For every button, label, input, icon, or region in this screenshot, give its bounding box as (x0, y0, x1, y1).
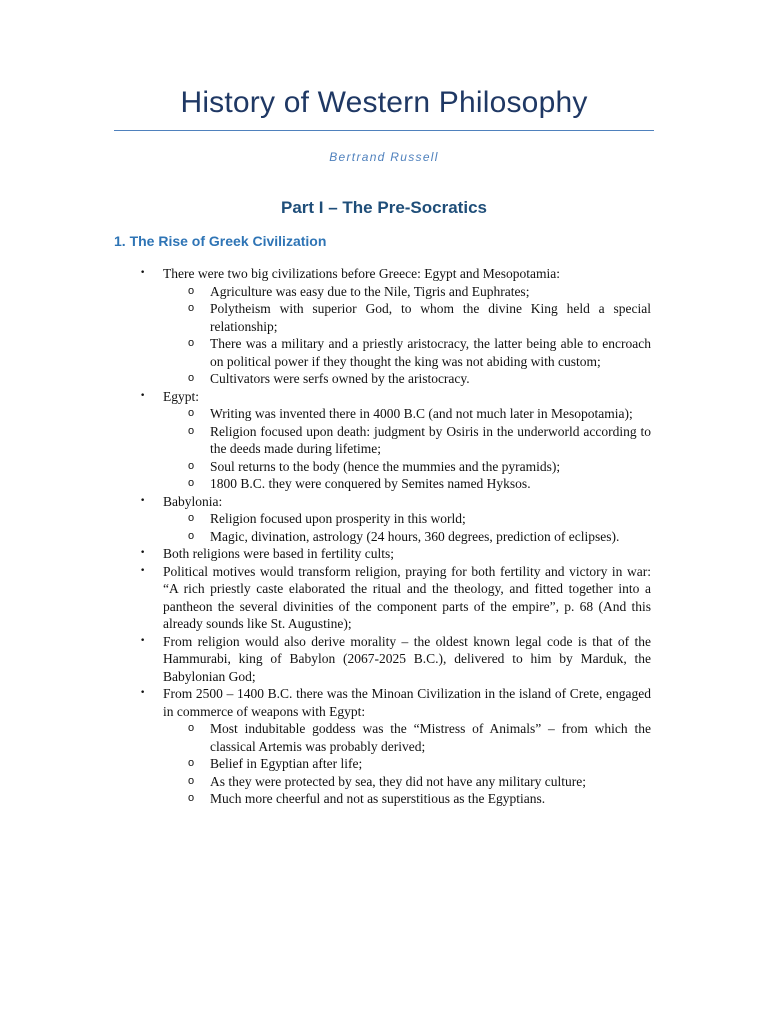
hollow-bullet-icon: o (188, 792, 195, 804)
sub-item-text: Writing was invented there in 4000 B.C (and not much later in Mesopotamia); (210, 406, 633, 421)
bullet-icon: • (140, 635, 146, 646)
hollow-bullet-icon: o (188, 407, 195, 419)
list-item (140, 633, 651, 686)
sub-list-item (188, 755, 651, 773)
sub-item-text: Belief in Egyptian after life; (210, 756, 363, 771)
hollow-bullet-icon: o (188, 372, 195, 384)
list-item-text: Political motives would transform religion, praying for both fertility and victory in war: “A rich priestly caste elaborated the ritual and the theology, and fitted together into a pantheon the several divinities of the component parts of the empire”, p. 68 (And this already sounds like St. Augustine); (163, 563, 651, 631)
list-item-text: From 2500 – 1400 B.C. there was the Minoan Civilization in the island of Crete, engaged in commerce of weapons with Egypt: (163, 686, 651, 719)
notes-list (0, 265, 768, 808)
sub-list-item (188, 423, 651, 458)
hollow-bullet-icon: o (188, 337, 195, 349)
sub-item-text: Magic, divination, astrology (24 hours, 360 degrees, prediction of eclipses). (210, 528, 620, 544)
hollow-bullet-icon: o (188, 424, 195, 437)
bullet-icon: • (140, 548, 146, 558)
sub-item-text: Religion focused upon prosperity in this world; (210, 511, 466, 526)
hollow-bullet-icon: o (188, 529, 195, 542)
sub-item-text: 1800 B.C. they were conquered by Semites named Hyksos. (210, 476, 531, 491)
bullet-icon: • (140, 390, 146, 401)
hollow-bullet-icon: o (188, 459, 195, 472)
hollow-bullet-icon: o (188, 757, 195, 769)
sub-list-item (188, 773, 651, 791)
bullet-icon: • (140, 268, 146, 278)
sub-list-item (188, 335, 651, 370)
list-item-text: There were two big civilizations before Greece: Egypt and Mesopotamia: (163, 266, 560, 281)
hollow-bullet-icon: o (188, 722, 195, 734)
list-item-text: Both religions were based in fertility cults; (163, 546, 394, 561)
hollow-bullet-icon: o (188, 774, 195, 787)
hollow-bullet-icon: o (188, 512, 195, 524)
bullet-icon: • (140, 565, 146, 576)
sub-item-text: Soul returns to the body (hence the mummies and the pyramids); (210, 458, 561, 474)
sub-list-item (188, 528, 651, 546)
list-item (140, 388, 651, 406)
bullet-icon: • (140, 688, 146, 698)
list-item (140, 545, 651, 563)
document-author: Bertrand Russell (329, 150, 439, 164)
list-item (140, 563, 651, 633)
sub-item-text: Much more cheerful and not as superstitious as the Egyptians. (210, 791, 546, 806)
document-title: History of Western Philosophy (180, 86, 588, 119)
list-item-text: Egypt: (163, 388, 199, 404)
section-heading: 1. The Rise of Greek Civilization (114, 233, 327, 249)
sub-list-item (188, 370, 651, 388)
hollow-bullet-icon: o (188, 284, 195, 297)
sub-list-item (188, 458, 651, 476)
sub-item-text: Cultivators were serfs owned by the aristocracy. (210, 371, 470, 386)
sub-item-text: Polytheism with superior God, to whom the divine King held a special relationship; (210, 301, 651, 334)
list-item (140, 685, 651, 720)
title-divider (114, 130, 654, 131)
list-item-text: Babylonia: (163, 493, 223, 509)
sub-item-text: There was a military and a priestly aristocracy, the latter being able to encroach on political power if they thought the king was not abiding with custom; (210, 336, 651, 369)
bullet-icon: • (140, 495, 146, 506)
list-item (140, 265, 651, 283)
list-item-text: From religion would also derive morality – the oldest known legal code is that of the Hammurabi, king of Babylon (2067-2025 B.C.), delivered to him by Marduk, the Babylonian God; (163, 633, 651, 684)
part-heading: Part I – The Pre-Socratics (281, 198, 487, 217)
sub-list-item (188, 405, 651, 423)
sub-item-text: Religion focused upon death: judgment by Osiris in the underworld according to the deeds made during lifetime; (210, 423, 651, 456)
sub-list-item (188, 790, 651, 808)
sub-list-item (188, 475, 651, 493)
sub-item-text: Most indubitable goddess was the “Mistress of Animals” – from which the classical Artemis was probably derived; (210, 721, 651, 754)
sub-list-item (188, 720, 651, 755)
sub-list-item (188, 510, 651, 528)
sub-list-item (188, 300, 651, 335)
sub-item-text: Agriculture was easy due to the Nile, Tigris and Euphrates; (210, 283, 530, 299)
sub-item-text: As they were protected by sea, they did not have any military culture; (210, 773, 587, 789)
hollow-bullet-icon: o (188, 302, 195, 314)
list-item (140, 493, 651, 511)
sub-list-item (188, 283, 651, 301)
hollow-bullet-icon: o (188, 477, 195, 489)
